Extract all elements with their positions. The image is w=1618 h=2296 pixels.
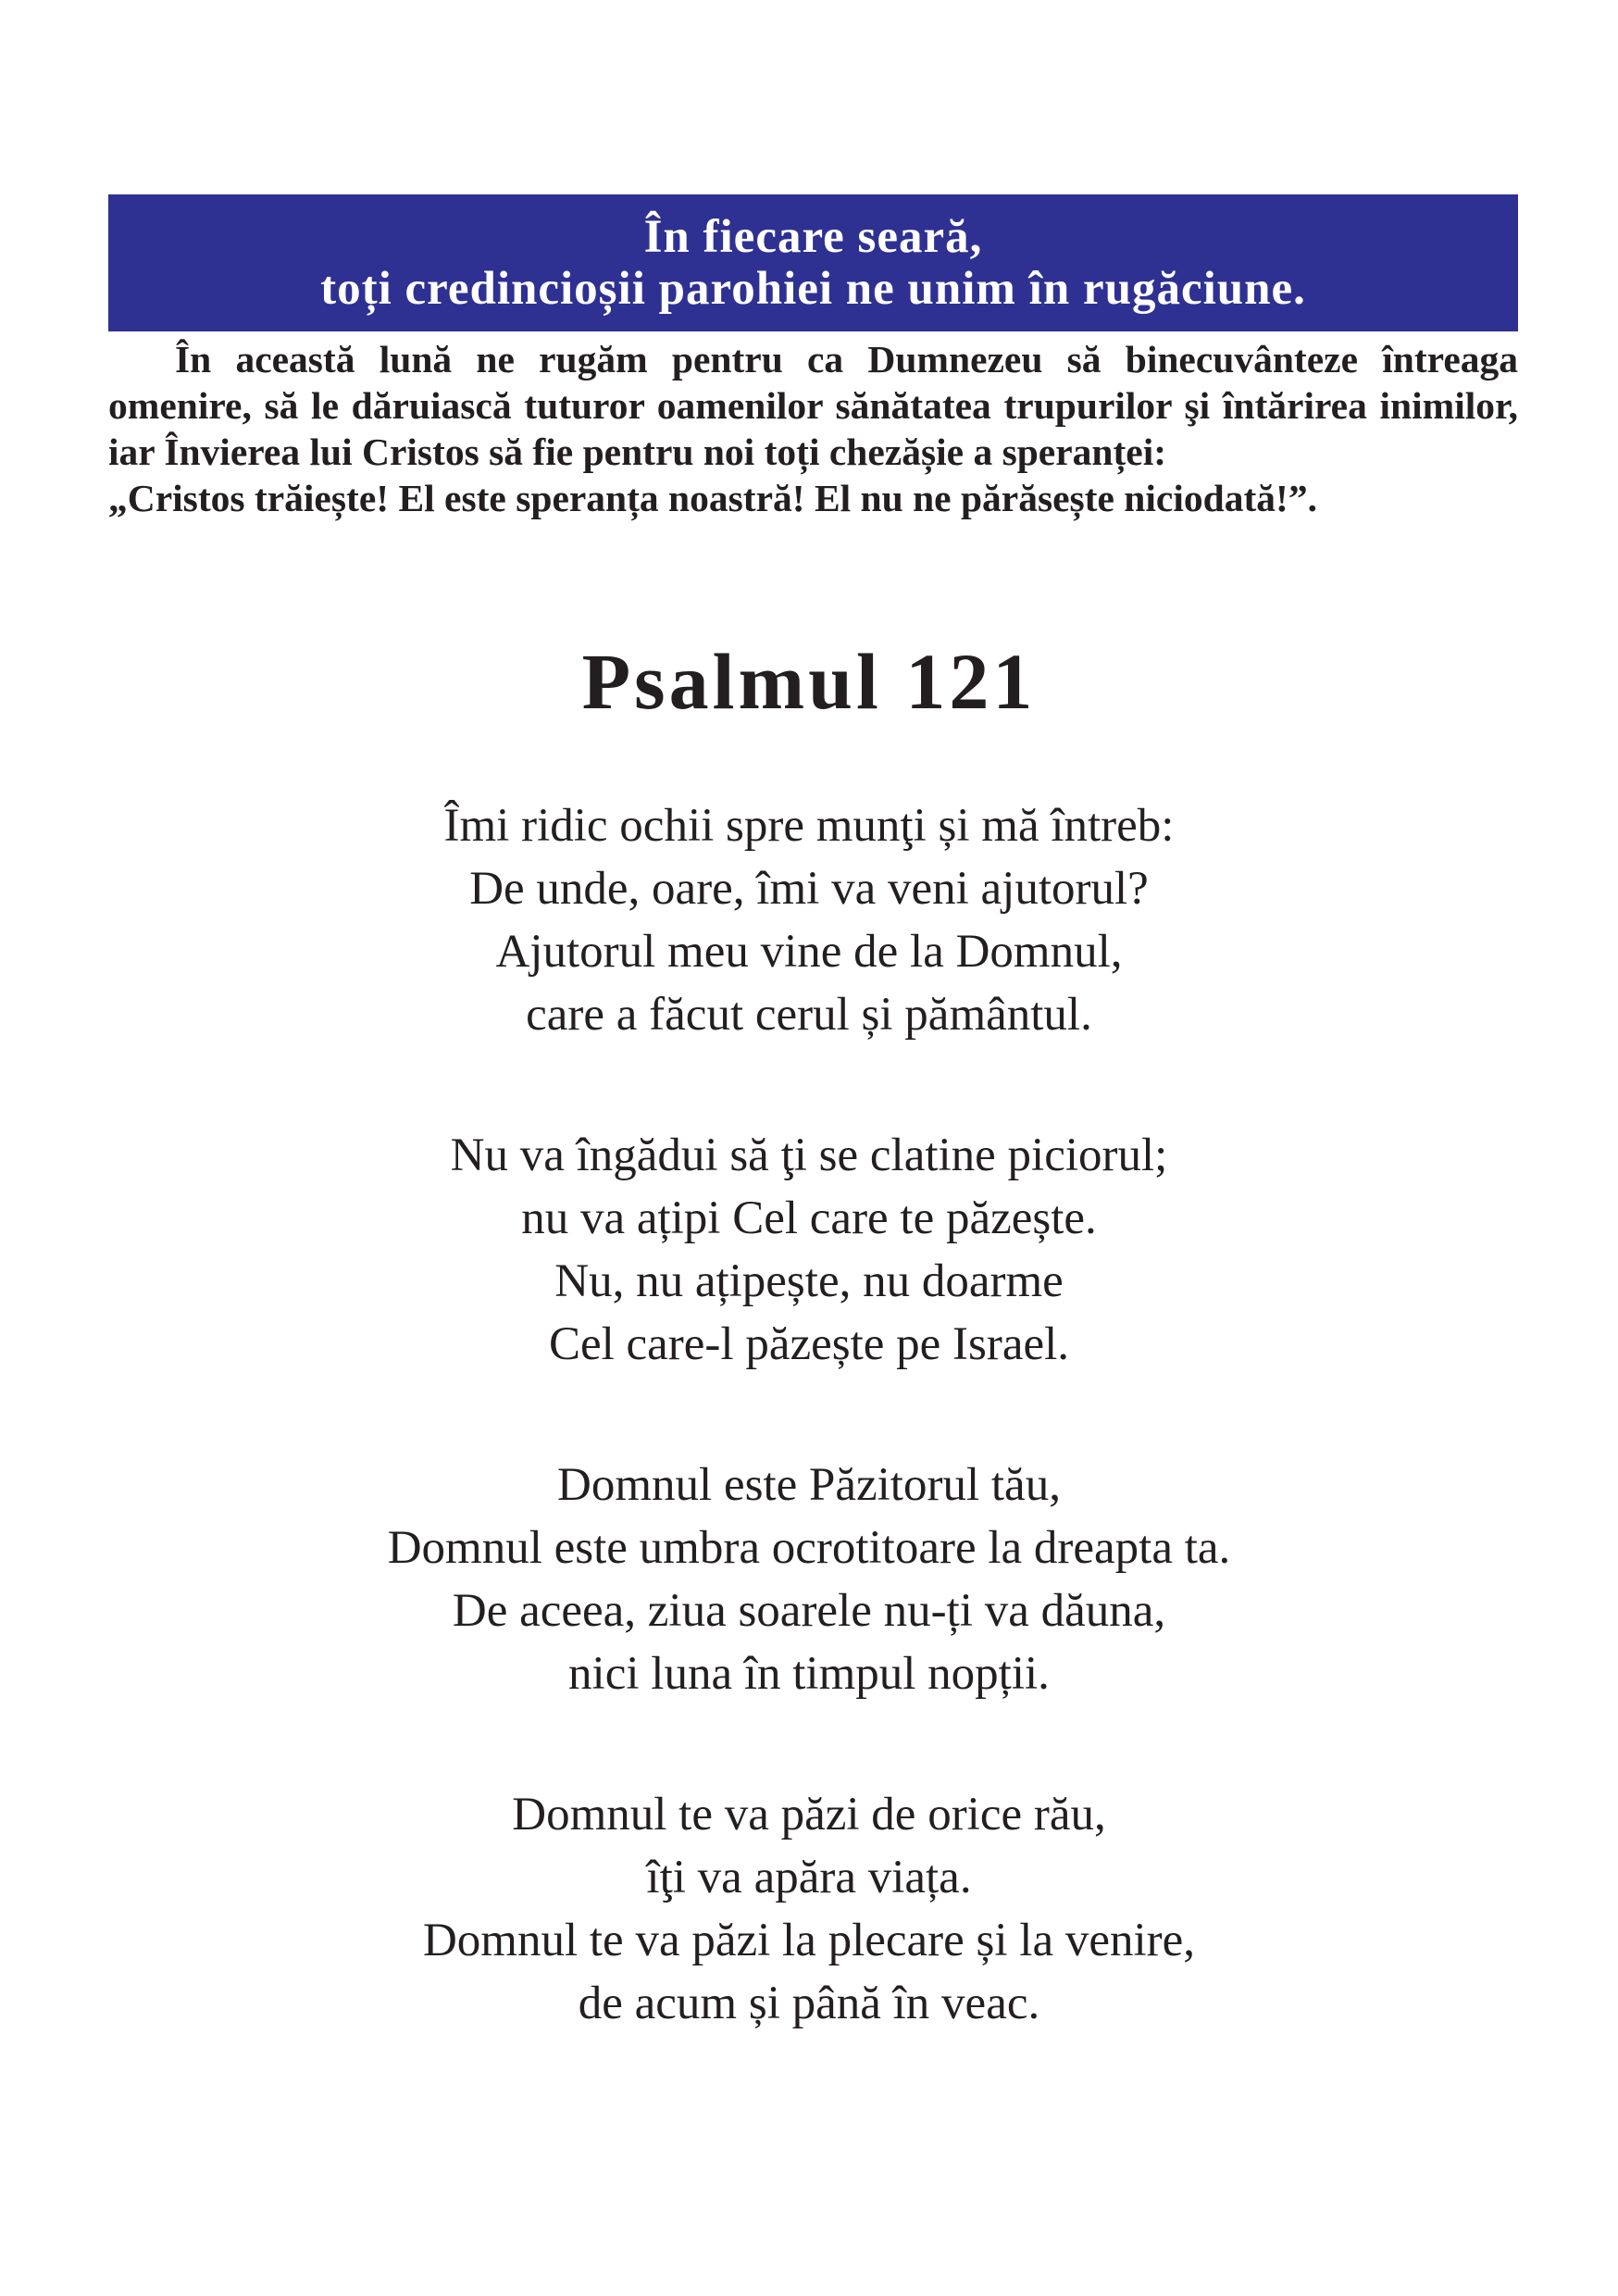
verse-line: Domnul te va păzi de orice rău, bbox=[512, 1789, 1106, 1841]
banner-line-2: toți credincioșii parohiei ne unim în rugăciune. bbox=[320, 263, 1306, 315]
verse-line: De unde, oare, îmi va veni ajutorul? bbox=[469, 863, 1149, 915]
verse-line: Nu va îngădui să ţi se clatine piciorul; bbox=[450, 1129, 1168, 1181]
verse-line: nu va ațipi Cel care te păzește. bbox=[521, 1192, 1097, 1244]
verse-line: Îmi ridic ochii spre munţi și mă întreb: bbox=[443, 800, 1175, 852]
announcement-banner bbox=[108, 194, 1518, 331]
verse-line: Domnul este Păzitorul tău, bbox=[557, 1459, 1061, 1511]
verse-line: de acum și până în veac. bbox=[578, 1978, 1040, 2029]
intro-text: În această lună ne rugăm pentru ca Dumnezeu să binecuvânteze întreaga omenire, să le dăruiască tuturor oamenilor sănătatea trupurilor şi întărirea inimilor, iar Învierea lui Cristos să fie pentru noi toți chezășie a speranței: bbox=[108, 338, 1518, 473]
verse-line: De aceea, ziua soarele nu-ți va dăuna, bbox=[452, 1585, 1166, 1637]
verse-line: Cel care-l păzește pe Israel. bbox=[548, 1318, 1070, 1370]
verse-line: care a făcut cerul și pământul. bbox=[526, 989, 1092, 1041]
verse-line: nici luna în timpul nopții. bbox=[568, 1648, 1050, 1700]
stanza-2 bbox=[0, 1124, 1618, 1376]
stanza-1 bbox=[0, 794, 1618, 1046]
intro-quote: „Cristos trăiește! El este speranța noastră! El nu ne părăsește niciodată!”. bbox=[108, 477, 1317, 519]
stanza-4 bbox=[0, 1783, 1618, 2035]
psalm-text bbox=[0, 794, 1618, 2113]
verse-line: Ajutorul meu vine de la Domnul, bbox=[495, 926, 1123, 978]
stanza-3 bbox=[0, 1454, 1618, 1705]
verse-line: Nu, nu ațipește, nu doarme bbox=[554, 1255, 1064, 1307]
verse-line: Domnul te va păzi la plecare și la venire, bbox=[422, 1915, 1196, 1966]
page-title: Psalmul 121 bbox=[581, 637, 1037, 726]
verse-line: Domnul este umbra ocrotitoare la dreapta ta. bbox=[387, 1522, 1231, 1574]
verse-line: îţi va apăra viața. bbox=[646, 1852, 972, 1903]
intro-paragraph bbox=[108, 336, 1518, 521]
banner-line-1: În fiecare seară, bbox=[643, 211, 983, 263]
